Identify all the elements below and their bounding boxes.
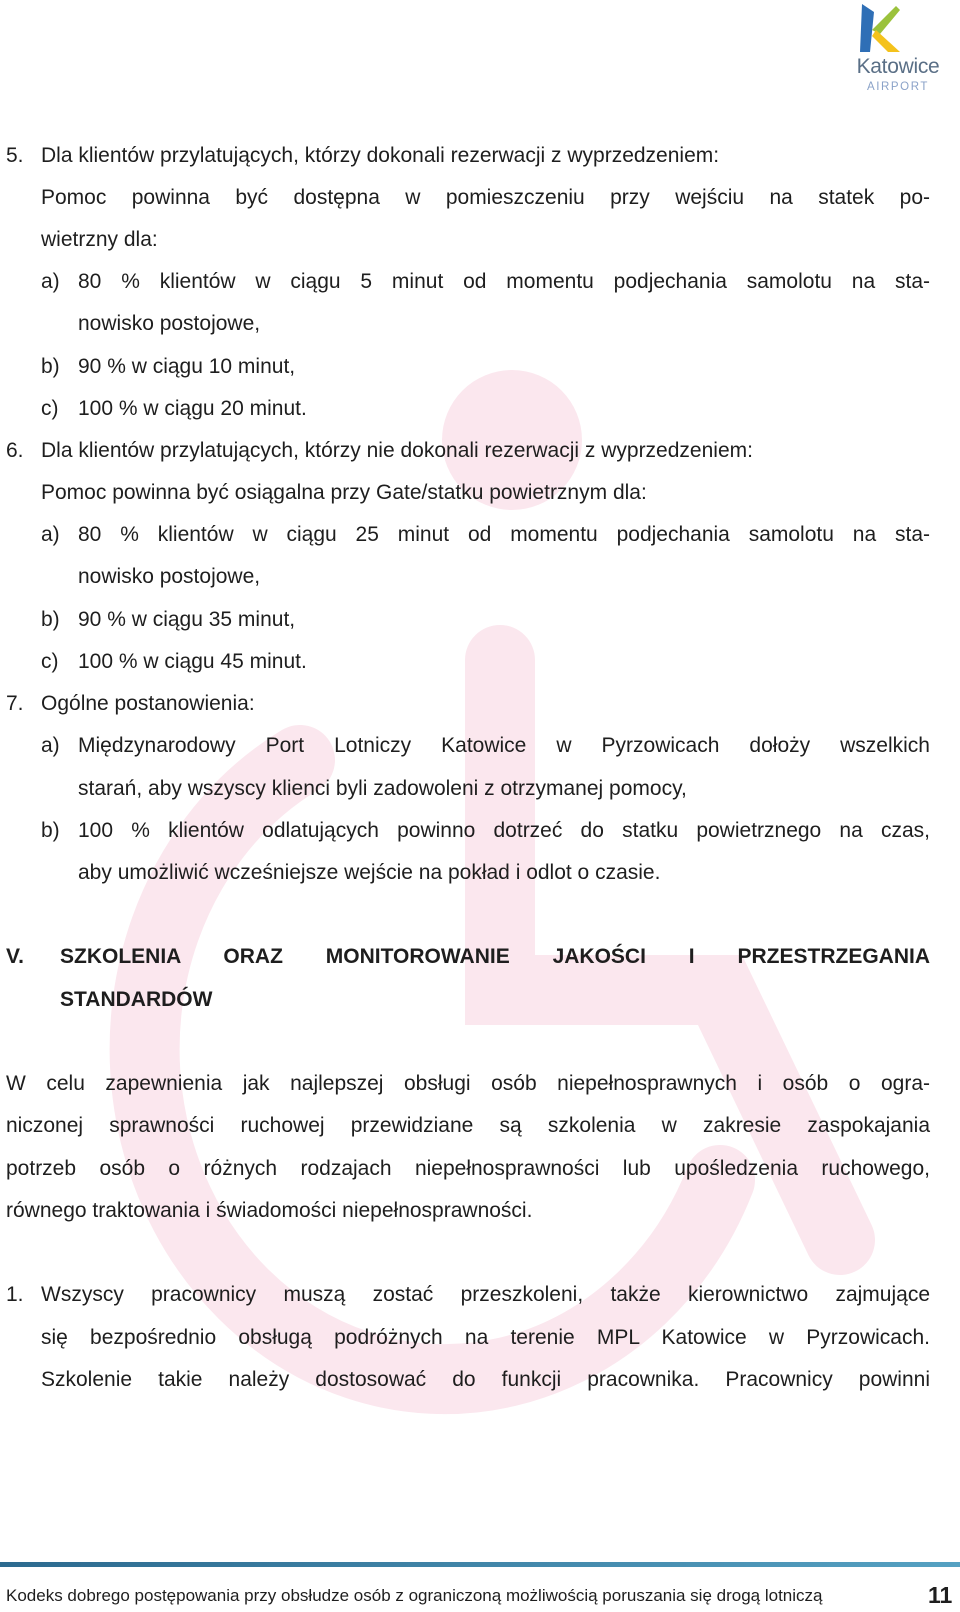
airport-k-logo-icon [852, 0, 960, 60]
sec5-item-a-line2: nowisko postojowe, [78, 312, 261, 335]
sec5-item-c: 100 % w ciągu 20 minut. [78, 397, 307, 420]
sec6-mark-a: a) [41, 523, 60, 546]
list-number-6: 6. [6, 439, 24, 462]
item1-line2: się bezpośrednio obsługą podróżnych na terenie MPL Katowice w Pyrzowicach. [41, 1326, 930, 1349]
sec7-item-a-line1: Międzynarodowy Port Lotniczy Katowice w Pyrzowicach dołoży wszelkich [78, 734, 930, 757]
sec7-item-b-line2: aby umożliwić wcześniejsze wejście na pokład i odlot o czasie. [78, 861, 661, 884]
sec5-line2: Pomoc powinna być dostępna w pomieszczeniu przy wejściu na statek po- [41, 186, 930, 209]
sec5-line1: Dla klientów przylatujących, którzy dokonali rezerwacji z wyprzedzeniem: [41, 144, 720, 167]
list-number-7: 7. [6, 692, 24, 715]
sec7-mark-b: b) [41, 819, 60, 842]
list-number-1: 1. [6, 1283, 24, 1306]
sec7-mark-a: a) [41, 734, 60, 757]
item1-line1: Wszyscy pracownicy muszą zostać przeszkoleni, także kierownictwo zajmujące [41, 1283, 930, 1306]
para-line3: potrzeb osób o różnych rodzajach niepełnosprawności lub upośledzenia ruchowego, [6, 1157, 930, 1180]
para-line2: niczonej sprawności ruchowej przewidziane są szkolenia w zakresie zaspokajania [6, 1114, 930, 1137]
sec6-item-a-line2: nowisko postojowe, [78, 565, 261, 588]
sec6-mark-c: c) [41, 650, 59, 673]
footer-divider [0, 1562, 960, 1567]
item1-line3: Szkolenie takie należy dostosować do funkcji pracownika. Pracownicy powinni [41, 1368, 930, 1391]
page-number: 11 [928, 1582, 953, 1608]
logo-name: Katowice [856, 55, 940, 78]
heading-line2: STANDARDÓW [60, 988, 213, 1011]
heading-line1: SZKOLENIA ORAZ MONITOROWANIE JAKOŚCI I PRZESTRZEGANIA [60, 945, 930, 968]
sec7-line1: Ogólne postanowienia: [41, 692, 255, 715]
sec6-mark-b: b) [41, 608, 60, 631]
sec5-item-a-line1: 80 % klientów w ciągu 5 minut od momentu podjechania samolotu na sta- [78, 270, 930, 293]
sec5-mark-c: c) [41, 397, 59, 420]
logo-subtitle: AIRPORT [866, 81, 930, 93]
sec5-mark-a: a) [41, 270, 60, 293]
katowice-airport-logo [852, 0, 960, 100]
sec6-line1: Dla klientów przylatujących, którzy nie dokonali rezerwacji z wyprzedzeniem: [41, 439, 753, 462]
sec5-mark-b: b) [41, 355, 60, 378]
sec7-item-a-line2: starań, aby wszyscy klienci byli zadowoleni z otrzymanej pomocy, [78, 777, 687, 800]
sec6-item-a-line1: 80 % klientów w ciągu 25 minut od momentu podjechania samolotu na sta- [78, 523, 930, 546]
para-line4: równego traktowania i świadomości niepełnosprawności. [6, 1199, 533, 1222]
sec6-item-c: 100 % w ciągu 45 minut. [78, 650, 307, 673]
sec5-line3: wietrzny dla: [41, 228, 158, 251]
sec6-line2: Pomoc powinna być osiągalna przy Gate/statku powietrznym dla: [41, 481, 647, 504]
heading-number: V. [6, 945, 24, 968]
footer-title: Kodeks dobrego postępowania przy obsłudze osób z ograniczoną możliwością poruszania się drogą lotniczą [6, 1586, 823, 1605]
sec6-item-b: 90 % w ciągu 35 minut, [78, 608, 296, 631]
sec5-item-b: 90 % w ciągu 10 minut, [78, 355, 296, 378]
para-line1: W celu zapewnienia jak najlepszej obsługi osób niepełnosprawnych i osób o ogra- [6, 1072, 930, 1095]
sec7-item-b-line1: 100 % klientów odlatujących powinno dotrzeć do statku powietrznego na czas, [78, 819, 930, 842]
list-number-5: 5. [6, 144, 24, 167]
